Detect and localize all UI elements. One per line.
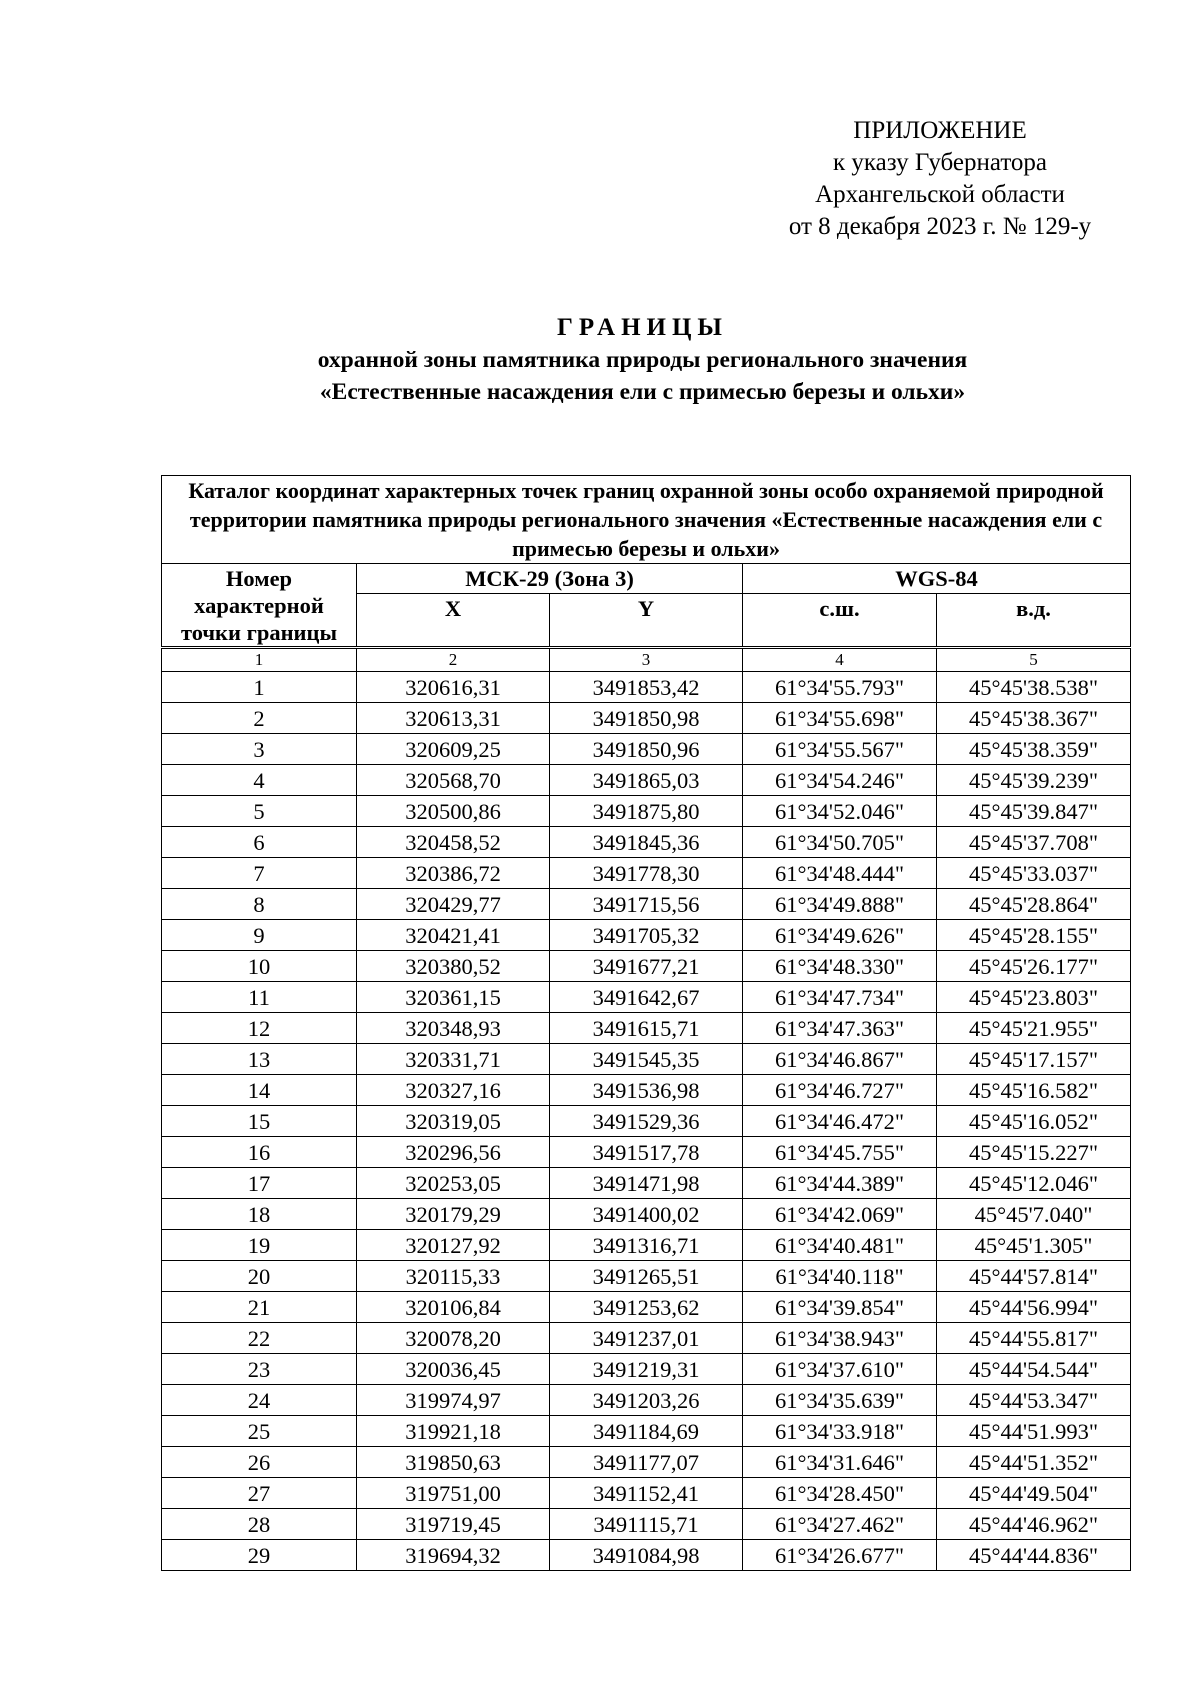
cell-longitude: 45°44'57.814" (937, 1261, 1131, 1292)
cell-y: 3491845,36 (550, 827, 743, 858)
cell-x: 320327,16 (357, 1075, 550, 1106)
table-row (162, 1385, 1131, 1416)
cell-latitude: 61°34'37.610" (743, 1354, 937, 1385)
table-row (162, 951, 1131, 982)
cell-y: 3491184,69 (550, 1416, 743, 1447)
cell-x: 320361,15 (357, 982, 550, 1013)
cell-x: 320500,86 (357, 796, 550, 827)
cell-longitude: 45°45'33.037" (937, 858, 1131, 889)
table-row (162, 1540, 1131, 1571)
cell-latitude: 61°34'42.069" (743, 1199, 937, 1230)
header-wgs: WGS-84 (743, 564, 1131, 594)
cell-longitude: 45°45'38.367" (937, 703, 1131, 734)
cell-latitude: 61°34'38.943" (743, 1323, 937, 1354)
cell-longitude: 45°45'28.155" (937, 920, 1131, 951)
title-subtitle-line-1: охранной зоны памятника природы регионального значения (317, 347, 968, 373)
cell-x: 319719,45 (357, 1509, 550, 1540)
cell-latitude: 61°34'46.727" (743, 1075, 937, 1106)
table-row (162, 1168, 1131, 1199)
cell-x: 320106,84 (357, 1292, 550, 1323)
cell-point-number: 12 (162, 1013, 357, 1044)
cell-longitude: 45°45'16.582" (937, 1075, 1131, 1106)
table-row (162, 796, 1131, 827)
cell-y: 3491177,07 (550, 1447, 743, 1478)
document-title (150, 312, 1135, 408)
cell-y: 3491517,78 (550, 1137, 743, 1168)
cell-latitude: 61°34'35.639" (743, 1385, 937, 1416)
cell-x: 320380,52 (357, 951, 550, 982)
cell-point-number: 13 (162, 1044, 357, 1075)
table-row (162, 920, 1131, 951)
cell-x: 320421,41 (357, 920, 550, 951)
cell-longitude: 45°44'56.994" (937, 1292, 1131, 1323)
cell-x: 319751,00 (357, 1478, 550, 1509)
cell-point-number: 27 (162, 1478, 357, 1509)
cell-y: 3491715,56 (550, 889, 743, 920)
table-row (162, 982, 1131, 1013)
cell-x: 320078,20 (357, 1323, 550, 1354)
cell-point-number: 22 (162, 1323, 357, 1354)
header-x: X (357, 594, 550, 648)
cell-x: 320386,72 (357, 858, 550, 889)
cell-longitude: 45°45'16.052" (937, 1106, 1131, 1137)
table-row (162, 1509, 1131, 1540)
cell-y: 3491316,71 (550, 1230, 743, 1261)
cell-longitude: 45°45'15.227" (937, 1137, 1131, 1168)
cell-point-number: 4 (162, 765, 357, 796)
cell-point-number: 11 (162, 982, 357, 1013)
cell-point-number: 17 (162, 1168, 357, 1199)
table-row (162, 1261, 1131, 1292)
cell-y: 3491400,02 (550, 1199, 743, 1230)
cell-x: 320568,70 (357, 765, 550, 796)
cell-latitude: 61°34'47.734" (743, 982, 937, 1013)
cell-y: 3491115,71 (550, 1509, 743, 1540)
cell-point-number: 8 (162, 889, 357, 920)
cell-latitude: 61°34'26.677" (743, 1540, 937, 1571)
cell-latitude: 61°34'54.246" (743, 765, 937, 796)
cell-latitude: 61°34'46.867" (743, 1044, 937, 1075)
cell-latitude: 61°34'55.567" (743, 734, 937, 765)
table-row (162, 858, 1131, 889)
cell-latitude: 61°34'28.450" (743, 1478, 937, 1509)
cell-longitude: 45°45'26.177" (937, 951, 1131, 982)
cell-longitude: 45°45'7.040" (937, 1199, 1131, 1230)
header-y: Y (550, 594, 743, 648)
cell-longitude: 45°45'23.803" (937, 982, 1131, 1013)
cell-x: 320613,31 (357, 703, 550, 734)
cell-point-number: 29 (162, 1540, 357, 1571)
cell-longitude: 45°44'54.544" (937, 1354, 1131, 1385)
cell-x: 320179,29 (357, 1199, 550, 1230)
cell-x: 319850,63 (357, 1447, 550, 1478)
cell-point-number: 21 (162, 1292, 357, 1323)
table-body (162, 672, 1131, 1571)
cell-x: 320331,71 (357, 1044, 550, 1075)
cell-y: 3491778,30 (550, 858, 743, 889)
cell-point-number: 3 (162, 734, 357, 765)
cell-y: 3491615,71 (550, 1013, 743, 1044)
cell-longitude: 45°45'38.538" (937, 672, 1131, 703)
title-subtitle-line-2: «Естественные насаждения ели с примесью березы и ольхи» (319, 379, 966, 405)
cell-point-number: 14 (162, 1075, 357, 1106)
table-row (162, 703, 1131, 734)
cell-point-number: 9 (162, 920, 357, 951)
cell-latitude: 61°34'48.444" (743, 858, 937, 889)
cell-point-number: 25 (162, 1416, 357, 1447)
column-index-row (162, 648, 1131, 672)
cell-y: 3491853,42 (550, 672, 743, 703)
cell-longitude: 45°45'38.359" (937, 734, 1131, 765)
cell-y: 3491536,98 (550, 1075, 743, 1106)
cell-x: 320348,93 (357, 1013, 550, 1044)
cell-y: 3491865,03 (550, 765, 743, 796)
cell-latitude: 61°34'47.363" (743, 1013, 937, 1044)
cell-longitude: 45°44'46.962" (937, 1509, 1131, 1540)
cell-longitude: 45°45'37.708" (937, 827, 1131, 858)
column-index: 1 (162, 648, 357, 672)
cell-point-number: 20 (162, 1261, 357, 1292)
column-index: 2 (357, 648, 550, 672)
table-row (162, 1106, 1131, 1137)
cell-latitude: 61°34'50.705" (743, 827, 937, 858)
cell-y: 3491677,21 (550, 951, 743, 982)
cell-longitude: 45°44'53.347" (937, 1385, 1131, 1416)
cell-longitude: 45°45'12.046" (937, 1168, 1131, 1199)
cell-x: 320115,33 (357, 1261, 550, 1292)
appendix-date-number: от 8 декабря 2023 г. № 129-у (788, 213, 1092, 240)
cell-longitude: 45°45'39.239" (937, 765, 1131, 796)
cell-y: 3491219,31 (550, 1354, 743, 1385)
cell-y: 3491850,96 (550, 734, 743, 765)
cell-y: 3491237,01 (550, 1323, 743, 1354)
table-row (162, 827, 1131, 858)
table-row (162, 1230, 1131, 1261)
cell-latitude: 61°34'49.888" (743, 889, 937, 920)
cell-longitude: 45°45'1.305" (937, 1230, 1131, 1261)
cell-point-number: 6 (162, 827, 357, 858)
header-point-number: Номер характерной точки границы (162, 564, 357, 648)
cell-point-number: 7 (162, 858, 357, 889)
coordinates-table (161, 475, 1131, 1571)
cell-point-number: 28 (162, 1509, 357, 1540)
table-row (162, 889, 1131, 920)
cell-longitude: 45°44'55.817" (937, 1323, 1131, 1354)
table-row (162, 672, 1131, 703)
table-row (162, 1044, 1131, 1075)
table-row (162, 1447, 1131, 1478)
cell-latitude: 61°34'55.793" (743, 672, 937, 703)
cell-latitude: 61°34'40.118" (743, 1261, 937, 1292)
cell-longitude: 45°45'21.955" (937, 1013, 1131, 1044)
cell-latitude: 61°34'44.389" (743, 1168, 937, 1199)
appendix-decree-ref: к указу Губернатора (832, 149, 1048, 176)
cell-x: 320253,05 (357, 1168, 550, 1199)
cell-latitude: 61°34'33.918" (743, 1416, 937, 1447)
cell-point-number: 18 (162, 1199, 357, 1230)
cell-x: 319921,18 (357, 1416, 550, 1447)
cell-point-number: 26 (162, 1447, 357, 1478)
cell-y: 3491545,35 (550, 1044, 743, 1075)
table-row (162, 1416, 1131, 1447)
cell-longitude: 45°44'44.836" (937, 1540, 1131, 1571)
cell-longitude: 45°45'17.157" (937, 1044, 1131, 1075)
cell-y: 3491203,26 (550, 1385, 743, 1416)
cell-latitude: 61°34'45.755" (743, 1137, 937, 1168)
cell-point-number: 2 (162, 703, 357, 734)
table-caption: Каталог координат характерных точек границ охранной зоны особо охраняемой природной территории памятника природы регионального значения «Естественные насаждения ели с примесью березы и ольхи» (162, 476, 1131, 564)
cell-point-number: 15 (162, 1106, 357, 1137)
table-row (162, 1323, 1131, 1354)
table-row (162, 765, 1131, 796)
cell-y: 3491152,41 (550, 1478, 743, 1509)
cell-latitude: 61°34'46.472" (743, 1106, 937, 1137)
cell-latitude: 61°34'55.698" (743, 703, 937, 734)
cell-latitude: 61°34'27.462" (743, 1509, 937, 1540)
cell-point-number: 5 (162, 796, 357, 827)
cell-point-number: 10 (162, 951, 357, 982)
cell-y: 3491265,51 (550, 1261, 743, 1292)
cell-x: 320036,45 (357, 1354, 550, 1385)
header-longitude: в.д. (937, 594, 1131, 648)
cell-x: 320319,05 (357, 1106, 550, 1137)
cell-latitude: 61°34'40.481" (743, 1230, 937, 1261)
cell-longitude: 45°44'51.352" (937, 1447, 1131, 1478)
appendix-label: ПРИЛОЖЕНИЕ (853, 117, 1027, 144)
cell-y: 3491705,32 (550, 920, 743, 951)
cell-point-number: 19 (162, 1230, 357, 1261)
cell-x: 319974,97 (357, 1385, 550, 1416)
cell-longitude: 45°44'49.504" (937, 1478, 1131, 1509)
column-index: 4 (743, 648, 937, 672)
cell-x: 320458,52 (357, 827, 550, 858)
table-row (162, 1075, 1131, 1106)
cell-x: 319694,32 (357, 1540, 550, 1571)
cell-longitude: 45°45'39.847" (937, 796, 1131, 827)
cell-y: 3491875,80 (550, 796, 743, 827)
column-index: 5 (937, 648, 1131, 672)
cell-y: 3491642,67 (550, 982, 743, 1013)
cell-y: 3491850,98 (550, 703, 743, 734)
cell-point-number: 1 (162, 672, 357, 703)
cell-latitude: 61°34'39.854" (743, 1292, 937, 1323)
table-row (162, 1199, 1131, 1230)
cell-y: 3491253,62 (550, 1292, 743, 1323)
appendix-block (745, 115, 1135, 243)
cell-longitude: 45°44'51.993" (937, 1416, 1131, 1447)
cell-point-number: 16 (162, 1137, 357, 1168)
column-index: 3 (550, 648, 743, 672)
cell-latitude: 61°34'52.046" (743, 796, 937, 827)
cell-latitude: 61°34'31.646" (743, 1447, 937, 1478)
cell-x: 320296,56 (357, 1137, 550, 1168)
table-row (162, 1013, 1131, 1044)
table-row (162, 1292, 1131, 1323)
cell-latitude: 61°34'48.330" (743, 951, 937, 982)
cell-latitude: 61°34'49.626" (743, 920, 937, 951)
table-row (162, 734, 1131, 765)
cell-point-number: 23 (162, 1354, 357, 1385)
table-row (162, 1354, 1131, 1385)
table-row (162, 1137, 1131, 1168)
header-msk: МСК-29 (Зона 3) (357, 564, 743, 594)
table-row (162, 1478, 1131, 1509)
header-latitude: с.ш. (743, 594, 937, 648)
cell-longitude: 45°45'28.864" (937, 889, 1131, 920)
cell-x: 320609,25 (357, 734, 550, 765)
title-main: ГРАНИЦЫ (557, 314, 728, 341)
cell-y: 3491084,98 (550, 1540, 743, 1571)
cell-y: 3491529,36 (550, 1106, 743, 1137)
cell-x: 320616,31 (357, 672, 550, 703)
cell-x: 320127,92 (357, 1230, 550, 1261)
appendix-region: Архангельской области (815, 181, 1065, 208)
cell-point-number: 24 (162, 1385, 357, 1416)
cell-x: 320429,77 (357, 889, 550, 920)
cell-y: 3491471,98 (550, 1168, 743, 1199)
